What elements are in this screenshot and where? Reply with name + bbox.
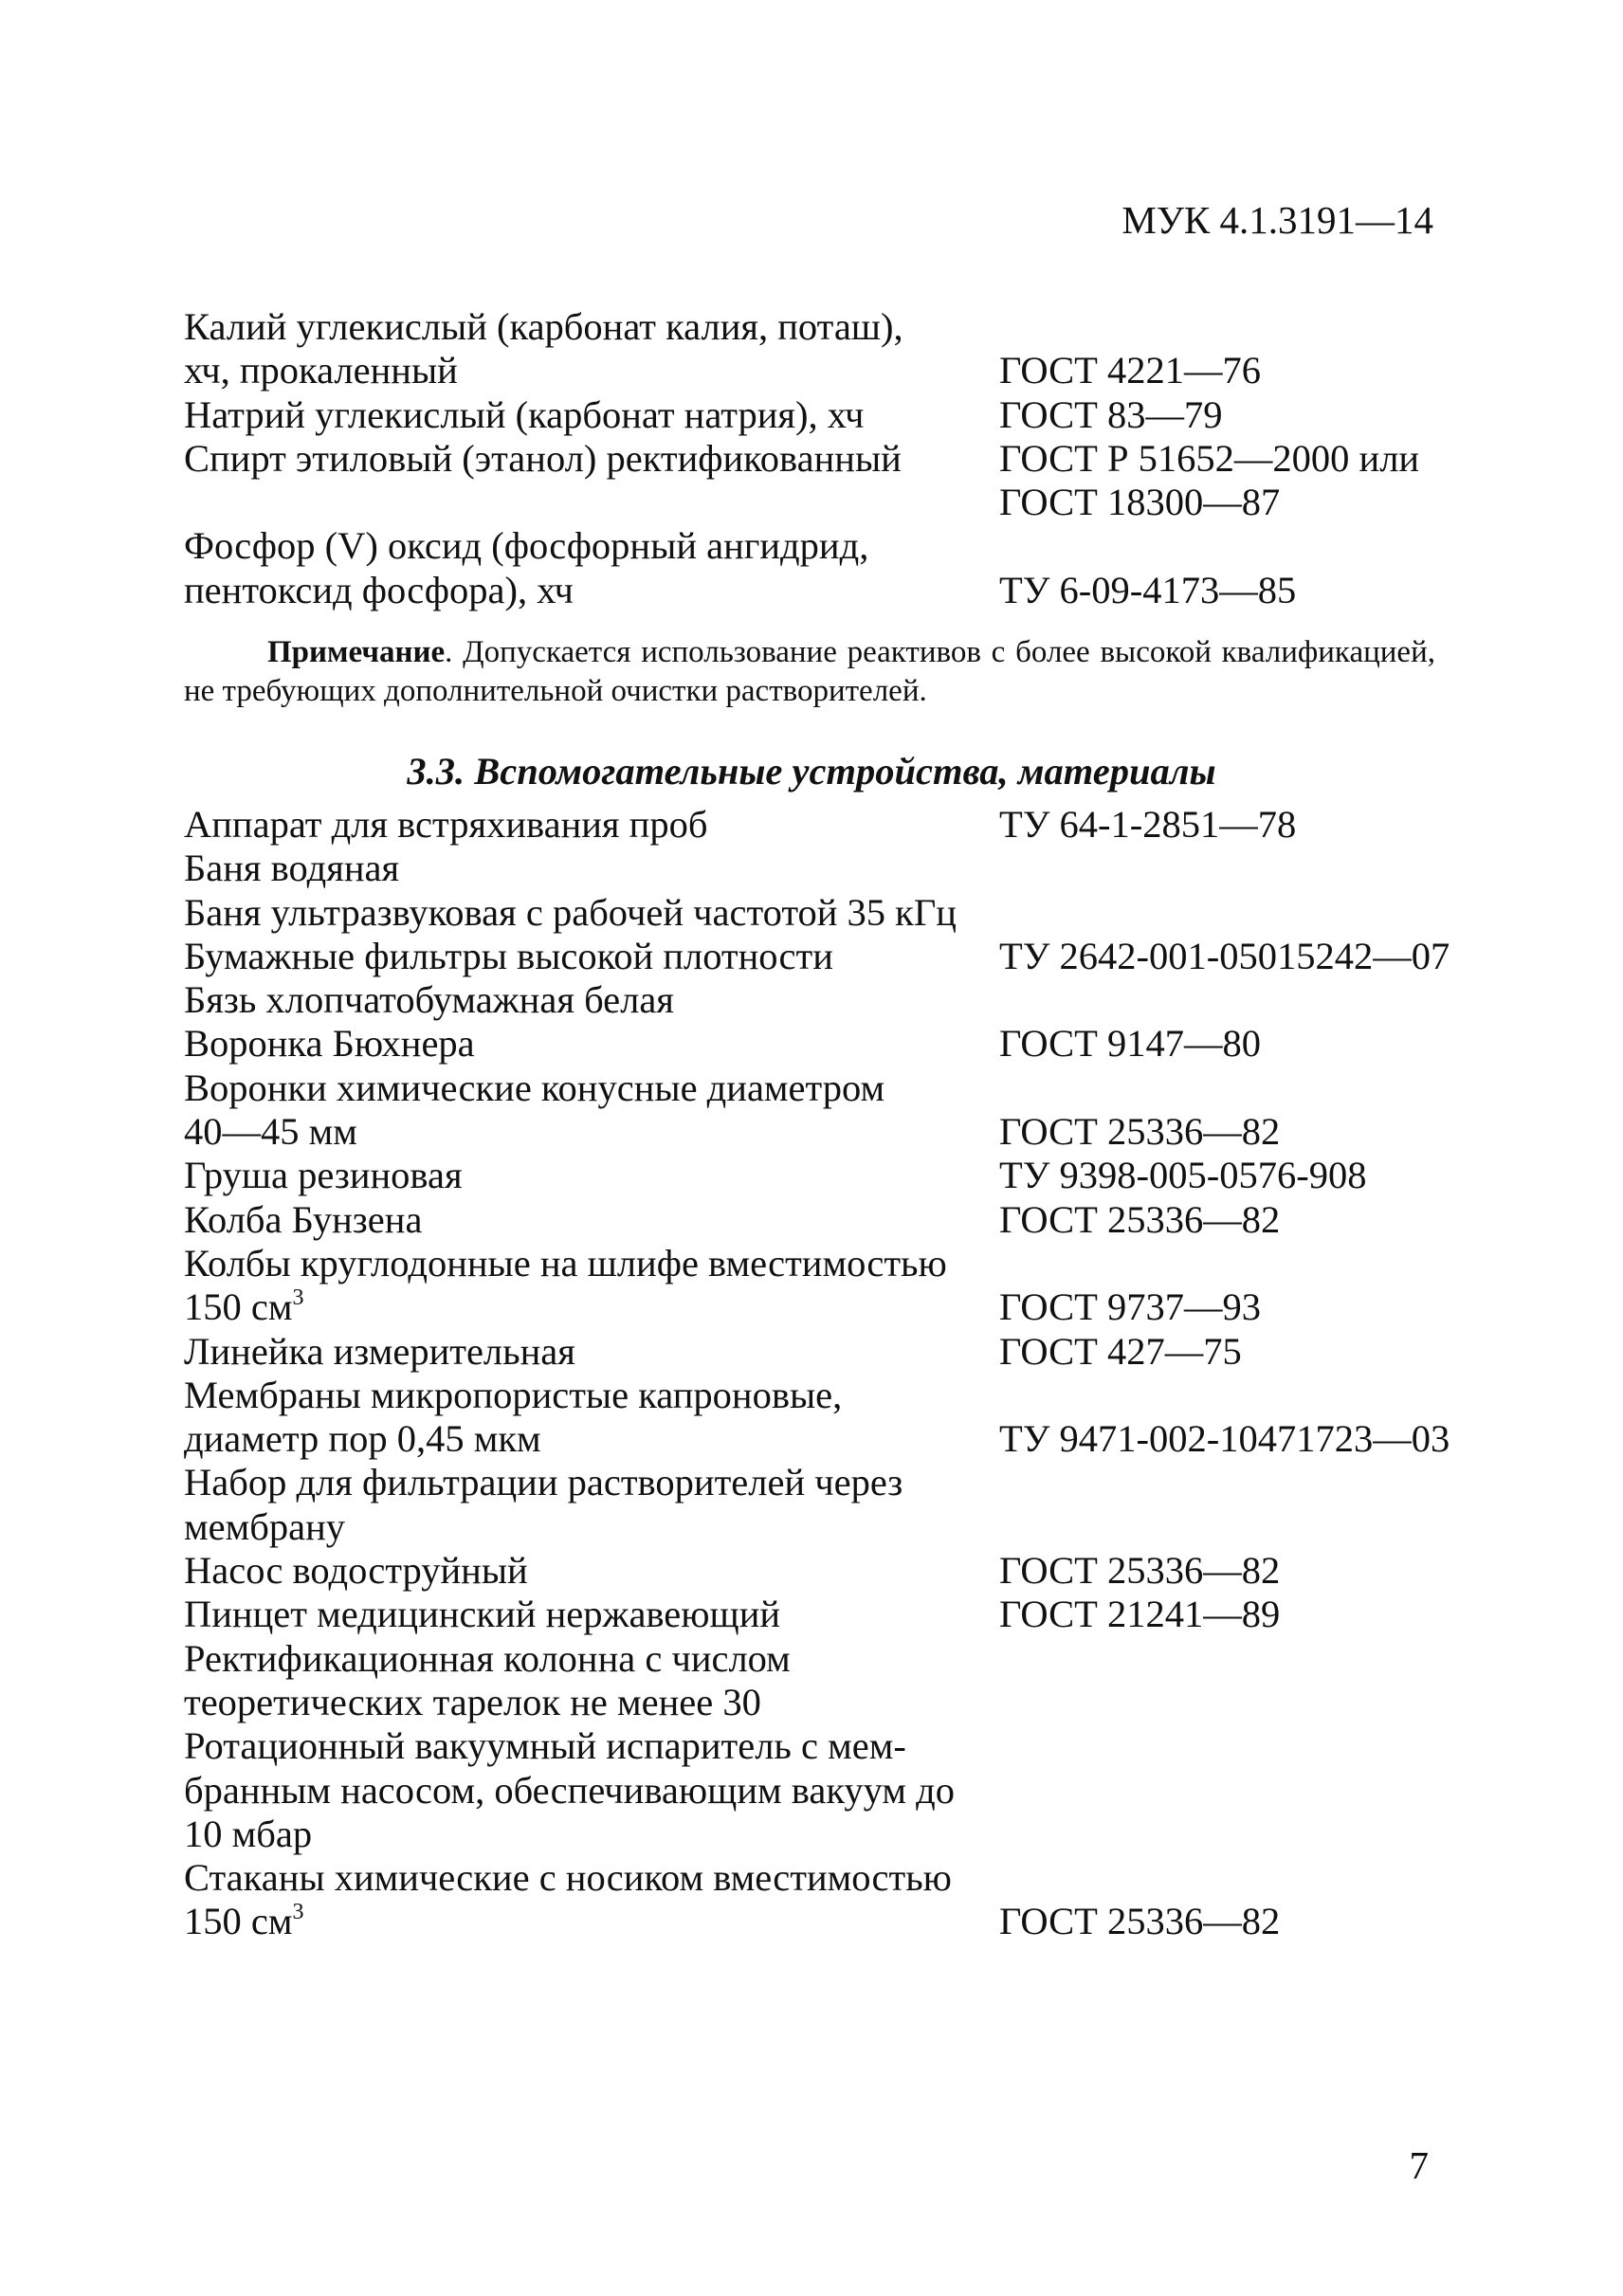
item-name bbox=[184, 1330, 999, 1374]
list-item bbox=[184, 1593, 1464, 1636]
item-standard: ТУ 9398-005-0576-908 bbox=[999, 1154, 1367, 1197]
list-item bbox=[184, 1505, 1464, 1549]
superscript: 3 bbox=[292, 1900, 304, 1925]
superscript: 3 bbox=[292, 1285, 304, 1311]
list-item bbox=[184, 393, 1464, 437]
note-text: . Допускается использование реактивов с более высокой квалификацией, не требующих дополнительной очистки растворителей. bbox=[184, 635, 1435, 708]
item-name-text: Колба Бунзена bbox=[184, 1197, 423, 1241]
item-name bbox=[184, 1198, 999, 1242]
item-name bbox=[184, 1417, 999, 1461]
item-name bbox=[184, 935, 999, 978]
list-item bbox=[184, 1856, 1464, 1900]
list-item bbox=[184, 524, 1464, 568]
item-name bbox=[184, 847, 999, 890]
item-name bbox=[184, 524, 999, 568]
item-name bbox=[184, 1724, 999, 1768]
list-item bbox=[184, 569, 1464, 612]
item-name bbox=[184, 1769, 999, 1813]
item-name-text: Ректификационная колонна с числом bbox=[184, 1636, 791, 1680]
item-name bbox=[184, 1242, 999, 1285]
item-name-text: Груша резиновая bbox=[184, 1154, 463, 1197]
list-item bbox=[184, 847, 1464, 890]
list-item bbox=[184, 1110, 1464, 1154]
list-item bbox=[184, 1769, 1464, 1813]
item-name bbox=[184, 1900, 999, 1943]
item-name bbox=[184, 1154, 999, 1197]
item-standard: ТУ 64-1-2851—78 bbox=[999, 803, 1297, 846]
list-item bbox=[184, 437, 1464, 481]
section-title: 3.3. Вспомогательные устройства, материалы bbox=[407, 750, 1216, 793]
item-standard: ГОСТ 21241—89 bbox=[999, 1593, 1281, 1636]
item-name bbox=[184, 1374, 999, 1417]
item-name-text: Фосфор (V) оксид (фосфорный ангидрид, bbox=[184, 524, 869, 568]
item-name bbox=[184, 1813, 999, 1856]
reagents-list bbox=[184, 305, 1464, 612]
item-name bbox=[184, 1022, 999, 1066]
item-name-text: Колбы круглодонные на шлифе вместимостью bbox=[184, 1241, 947, 1285]
item-name-text: Натрий углекислый (карбонат натрия), хч bbox=[184, 392, 865, 436]
item-name bbox=[184, 1285, 999, 1329]
item-name-text: 40—45 мм bbox=[184, 1110, 357, 1154]
list-item bbox=[184, 481, 1464, 524]
item-name-text: теоретических тарелок не менее 30 bbox=[184, 1680, 761, 1723]
item-standard: ТУ 6-09-4173—85 bbox=[999, 568, 1297, 611]
item-standard: ТУ 9471-002-10471723—03 bbox=[999, 1417, 1450, 1461]
item-standard: ГОСТ 427—75 bbox=[999, 1329, 1242, 1373]
item-name bbox=[184, 1110, 999, 1154]
document-code: МУК 4.1.3191—14 bbox=[1122, 198, 1433, 242]
item-name-text: диаметр пор 0,45 мкм bbox=[184, 1417, 541, 1461]
item-name bbox=[184, 393, 999, 437]
list-item bbox=[184, 891, 1464, 935]
item-name-text: Линейка измерительная bbox=[184, 1329, 575, 1373]
list-item bbox=[184, 1461, 1464, 1504]
item-name bbox=[184, 481, 999, 524]
item-name-text: Пинцет медицинский нержавеющий bbox=[184, 1593, 781, 1636]
item-standard: ГОСТ 25336—82 bbox=[999, 1197, 1281, 1241]
item-standard: ГОСТ 4221—76 bbox=[999, 349, 1262, 392]
item-name-text: Мембраны микропористые капроновые, bbox=[184, 1373, 843, 1416]
item-name bbox=[184, 1505, 999, 1549]
item-name bbox=[184, 1856, 999, 1900]
item-name-text: Набор для фильтрации растворителей через bbox=[184, 1461, 903, 1504]
list-item bbox=[184, 1900, 1464, 1943]
item-name-text: Баня водяная bbox=[184, 847, 400, 890]
item-name-text: Ротационный вакуумный испаритель с мем- bbox=[184, 1724, 906, 1768]
list-item bbox=[184, 1724, 1464, 1768]
item-standard: ГОСТ 25336—82 bbox=[999, 1110, 1281, 1154]
list-item bbox=[184, 1374, 1464, 1417]
item-standard: ГОСТ 18300—87 bbox=[999, 481, 1281, 524]
item-name bbox=[184, 1461, 999, 1504]
item-standard: ГОСТ 25336—82 bbox=[999, 1549, 1281, 1593]
list-item bbox=[184, 1417, 1464, 1461]
item-name-text: Стаканы химические с носиком вместимостью bbox=[184, 1856, 952, 1900]
list-item bbox=[184, 1242, 1464, 1285]
item-name-text: Спирт этиловый (этанол) ректификованный bbox=[184, 436, 902, 480]
item-name-text: Аппарат для встряхивания проб bbox=[184, 803, 708, 846]
item-name-text: 150 см bbox=[184, 1900, 293, 1943]
item-name-text: Воронка Бюхнера bbox=[184, 1022, 475, 1066]
item-name bbox=[184, 1066, 999, 1110]
item-name-text: Баня ультразвуковая с рабочей частотой 35 кГц bbox=[184, 890, 957, 934]
item-name bbox=[184, 569, 999, 612]
item-name bbox=[184, 349, 999, 392]
item-name bbox=[184, 1549, 999, 1593]
item-standard: ГОСТ Р 51652—2000 или bbox=[999, 436, 1420, 480]
item-name bbox=[184, 1593, 999, 1636]
list-item bbox=[184, 1813, 1464, 1856]
item-standard: ТУ 2642-001-05015242—07 bbox=[999, 934, 1450, 977]
list-item bbox=[184, 935, 1464, 978]
item-name-text: мембрану bbox=[184, 1504, 345, 1548]
item-name-text: 10 мбар bbox=[184, 1812, 313, 1855]
item-name bbox=[184, 1637, 999, 1681]
item-name-text: Калий углекислый (карбонат калия, поташ), bbox=[184, 305, 903, 348]
item-name-text: Бумажные фильтры высокой плотности bbox=[184, 934, 833, 977]
item-name-text: Бязь хлопчатобумажная белая bbox=[184, 978, 674, 1022]
note-paragraph bbox=[184, 633, 1435, 711]
item-name bbox=[184, 437, 999, 481]
note-label: Примечание bbox=[267, 635, 446, 669]
item-standard: ГОСТ 9737—93 bbox=[999, 1285, 1262, 1329]
list-item bbox=[184, 349, 1464, 392]
item-name-text: 150 см bbox=[184, 1285, 293, 1329]
list-item bbox=[184, 803, 1464, 847]
item-name bbox=[184, 1681, 999, 1724]
list-item bbox=[184, 1681, 1464, 1724]
list-item bbox=[184, 1549, 1464, 1593]
list-item bbox=[184, 1154, 1464, 1197]
item-name-text: хч, прокаленный bbox=[184, 349, 458, 392]
list-item bbox=[184, 978, 1464, 1022]
item-standard: ГОСТ 83—79 bbox=[999, 392, 1223, 436]
item-name bbox=[184, 803, 999, 847]
item-name-text: бранным насосом, обеспечивающим вакуум до bbox=[184, 1768, 956, 1812]
item-name bbox=[184, 978, 999, 1022]
list-item bbox=[184, 1022, 1464, 1066]
list-item bbox=[184, 1637, 1464, 1681]
list-item bbox=[184, 1285, 1464, 1329]
item-name bbox=[184, 305, 999, 349]
list-item bbox=[184, 1330, 1464, 1374]
item-name-text: Насос водоструйный bbox=[184, 1549, 528, 1593]
list-item bbox=[184, 1066, 1464, 1110]
list-item bbox=[184, 1198, 1464, 1242]
list-item bbox=[184, 305, 1464, 349]
item-name bbox=[184, 891, 999, 935]
item-standard: ГОСТ 25336—82 bbox=[999, 1900, 1281, 1943]
item-standard: ГОСТ 9147—80 bbox=[999, 1022, 1262, 1066]
materials-list bbox=[184, 803, 1464, 1944]
page-number: 7 bbox=[1409, 2143, 1429, 2187]
item-name-text: пентоксид фосфора), хч bbox=[184, 568, 574, 611]
item-name-text: Воронки химические конусные диаметром bbox=[184, 1066, 885, 1109]
